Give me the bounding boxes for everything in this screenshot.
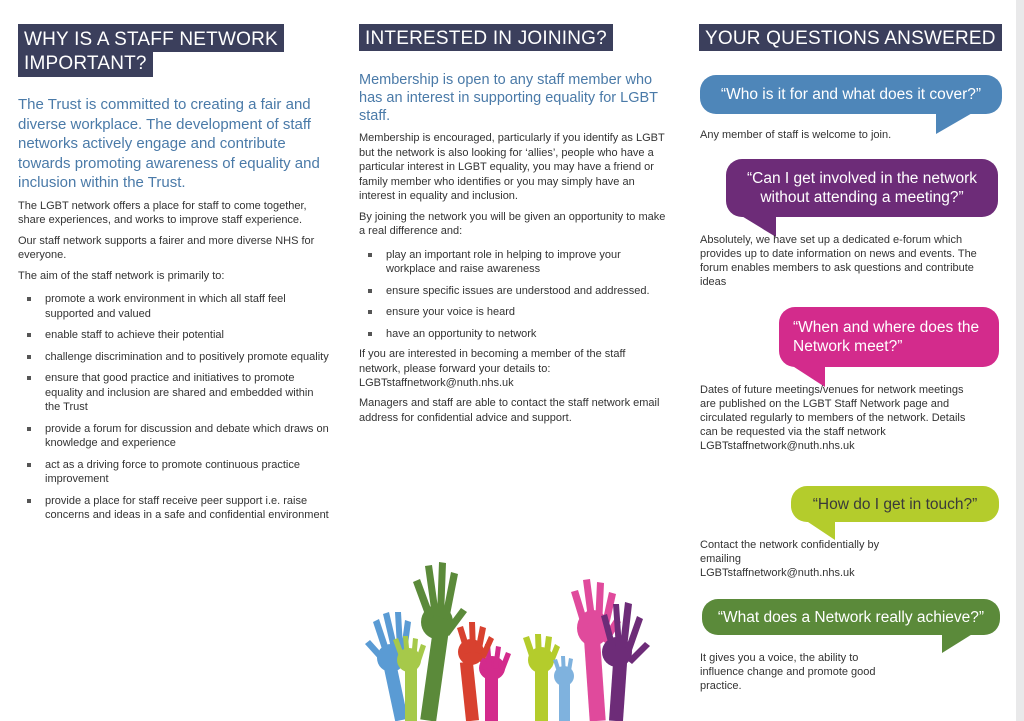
list-item: challenge discrimination and to positively promote equality	[18, 350, 330, 365]
paragraph: If you are interested in becoming a member of the staff network, please forward your details to:	[359, 348, 626, 375]
list-item: promote a work environment in which all staff feel supported and valued	[18, 292, 330, 321]
question-text: “Who is it for and what does it cover?”	[720, 86, 982, 103]
list-item: ensure specific issues are understood and addressed.	[359, 284, 667, 299]
why-important-column	[18, 24, 330, 523]
answer-text: Contact the network confidentially by emailing	[700, 539, 880, 565]
raised-hands-icon	[365, 552, 665, 721]
question-line: Network meet?”	[793, 338, 903, 355]
question-line: without attending a meeting?”	[760, 189, 964, 206]
question-bubble-involved	[726, 159, 998, 217]
bubble-tail	[805, 520, 835, 540]
question-bubble-when	[779, 307, 999, 367]
paragraph: Managers and staff are able to contact the staff network email address for confidential advice and support.	[359, 397, 660, 424]
email-link[interactable]: LGBTstaffnetwork@nuth.nhs.uk	[359, 377, 514, 389]
question-text	[747, 169, 977, 207]
paragraph: Our staff network supports a fairer and more diverse NHS for everyone.	[18, 234, 315, 261]
question-bubble-achieve	[702, 599, 1000, 635]
paragraph: Membership is encouraged, particularly if you identify as LGBT but the network is also looking for ‘allies’, people who have a particular interest in LGBT equality, you may have a friend or family member who identifies or you may simply have an interest in equality and inclusion.	[359, 132, 665, 202]
hand-shape	[413, 562, 467, 721]
heading-line: IMPORTANT?	[18, 52, 153, 77]
list-item: provide a forum for discussion and debate which draws on knowledge and experience	[18, 422, 330, 451]
questions-heading: YOUR QUESTIONS ANSWERED	[699, 24, 1002, 51]
benefits-list	[359, 248, 667, 342]
hand-shape	[601, 602, 650, 721]
question-text: “How do I get in touch?”	[812, 495, 978, 513]
email-link[interactable]: LGBTstaffnetwork@nuth.nhs.uk	[700, 567, 855, 579]
list-item: have an opportunity to network	[359, 327, 667, 342]
question-text: “What does a Network really achieve?”	[717, 608, 985, 626]
list-item: provide a place for staff receive peer support i.e. raise concerns and ideas in a safe and confidential environment	[18, 494, 330, 523]
question-line: “When and where does the	[793, 319, 980, 336]
page-edge	[1016, 0, 1024, 721]
answer-text: Dates of future meetings/venues for network meetings are published on the LGBT Staff Network page and circulated regularly to members of the network. Details can be requested via the staff network	[700, 384, 966, 438]
answer-block	[700, 538, 900, 580]
email-link[interactable]: LGBTstaffnetwork@nuth.nhs.uk	[700, 440, 855, 452]
bubble-tail	[936, 112, 974, 134]
question-text	[793, 318, 979, 356]
questions-column	[699, 24, 1009, 51]
list-item: enable staff to achieve their potential	[18, 328, 330, 343]
list-item: act as a driving force to promote continuous practice improvement	[18, 458, 330, 487]
question-bubble-touch	[791, 486, 999, 522]
why-important-heading	[18, 24, 330, 77]
question-line: “Can I get involved in the network	[746, 170, 978, 187]
paragraph: The aim of the staff network is primarily to:	[18, 269, 225, 282]
intro-paragraph: The Trust is committed to creating a fair and diverse workplace. The development of staff networks actively engage and contribute towards promoting awareness of equality and inclusion within the Trust.	[18, 96, 320, 191]
list-item: ensure your voice is heard	[359, 305, 667, 320]
joining-column	[359, 24, 667, 425]
hand-shape	[553, 656, 574, 721]
paragraph: By joining the network you will be given an opportunity to make a real difference and:	[359, 210, 666, 237]
question-bubble-who	[700, 75, 1002, 114]
paragraph: The LGBT network offers a place for staff to come together, share experiences, and works to improve staff experience.	[18, 199, 307, 226]
aims-list	[18, 292, 330, 523]
intro-paragraph: Membership is open to any staff member who has an interest in supporting equality for LGBT staff.	[359, 72, 658, 124]
joining-heading: INTERESTED IN JOINING?	[359, 24, 613, 51]
answer-text: It gives you a voice, the ability to influence change and promote good practice.	[700, 652, 876, 692]
list-item: ensure that good practice and initiatives to promote equality and inclusion are shared and embedded within the Trust	[18, 371, 330, 415]
bubble-tail	[942, 633, 974, 653]
answer-text: Any member of staff is welcome to join.	[700, 129, 892, 141]
answer-block	[700, 383, 980, 453]
list-item: play an important role in helping to improve your workplace and raise awareness	[359, 248, 667, 277]
answer-text: Absolutely, we have set up a dedicated e-forum which provides up to date information on news and events. The forum enables members to ask questions and contribute ideas	[700, 234, 977, 288]
heading-line: WHY IS A STAFF NETWORK	[18, 24, 284, 52]
